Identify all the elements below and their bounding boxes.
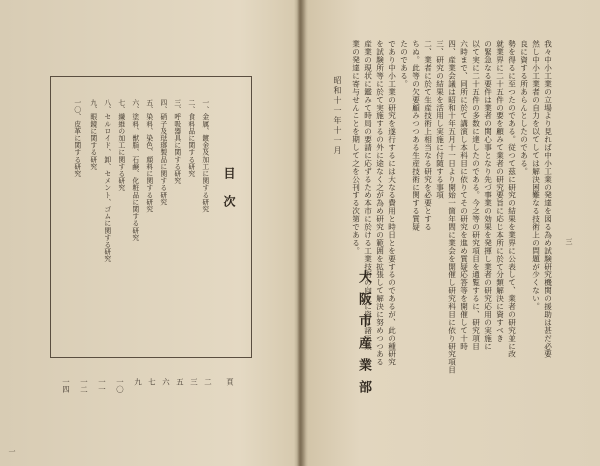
toc-item: 一〇、皮革に関する研究 [72,99,81,178]
body-line: 業の発達に寄与せんことを期して之を公刊する次第である。 [351,40,361,255]
toc-page-header: 頁 [225,378,235,386]
toc-page-number: 一一 [97,378,107,393]
body-line: 勢を得るに至つたのである。従つて茲に研究の結果を業界に公表して、業者の研究並に改 [507,40,517,358]
toc-item: 九、眼鏡に関する研究 [88,99,97,170]
toc-page-number: 三 [189,378,199,386]
body-line: を試験所等に於て実施するの外に途なく之が為め研究の範囲を拡張して解決に努めつつある [375,40,385,366]
toc-item: 六、塗料、獣脂、石鹸、化粧品に関する研究 [130,99,139,241]
body-line: の緊急なる要件は業者の関心事となり先づ事業の効果を発揮し業者の研究応用の実施に [483,40,493,351]
body-line: 然し中小工業者の自力を以てしては解決困難なる技術上の問題が少くない。 [531,40,541,311]
body-line: 就業界に二十五件の要を顧みて業者の研究要旨に応じ本所に於て分類解決に資すべき [495,40,505,343]
toc-page-number: 九 [133,378,143,386]
body-line: 我々中小工業の立場より見れば中小工業の発達を図る為め試験研究機関の援助は甚だ必要 [543,40,553,358]
toc-page-number: 一〇 [115,378,125,393]
toc-page-number: 六 [161,378,171,386]
body-line: 良に資する所あらんとしたのである。 [519,40,529,176]
toc-item: 八、セルロイド、卸、セメント、ゴムに関する研究 [102,99,111,263]
right-page-number: 三 [565,238,573,245]
toc-page-number: 一二 [79,378,89,393]
toc-title: 目次 [222,167,236,223]
body-line: 二、業者に於て生産技術上相当なる研究を必要とする [423,40,433,231]
body-line: 以て実に二十五件の多数に達したのである。今之等の研究項目を通覧するに、研究項目 [471,40,481,351]
body-line: 六時まで、同所に於て講演し本科目に依りてその研究を進め質疑応答等を開催して十時 [459,40,469,351]
toc-item: 四、硝子及琺瑯製品に関する研究 [158,99,167,206]
book-gutter [294,0,308,466]
toc-page-number: 七 [147,378,157,386]
left-page-number: 一 [8,448,16,455]
body-line: 産業の現状に鑑みて時局の要請に応ずるため本市に於ける工業技術の向上に資し諸工業 [363,40,373,351]
toc-item: 七、繊維の加工に関する研究 [116,99,125,192]
toc-page-number: 五 [175,378,185,386]
body-line: であり中小工業の研究を遂行するには大なる費用と時日とを要するのであるが、此の種研究 [387,40,397,366]
toc-frame [50,76,252,358]
toc-page-number: 二 [203,378,213,386]
toc-item: 五、染料、染色、顔料に関する研究 [144,99,153,213]
body-line: たのである。 [399,40,409,88]
body-line: ちぬ。此等の欠要顧みつつある生産技術に関する質疑 [411,40,421,231]
organization-name: 大阪市産業部 [356,270,371,402]
toc-item: 三、呼吸器具に関する研究 [172,99,181,185]
toc-item: 一、金属、鍍金及加工に関する研究 [200,99,209,213]
body-line: 四、産業会議は昭和十年五月十一日より開始一箇年間に業会を開催し研究科目に依り研究項目 [447,40,457,374]
toc-item: 二、食料品に関する研究 [186,99,195,178]
body-line: 三、研究の結果を活用し実施に付随する事項 [435,40,445,199]
toc-page-number: 一四 [61,378,71,393]
publication-date: 昭和十一年十一月 [333,76,342,156]
